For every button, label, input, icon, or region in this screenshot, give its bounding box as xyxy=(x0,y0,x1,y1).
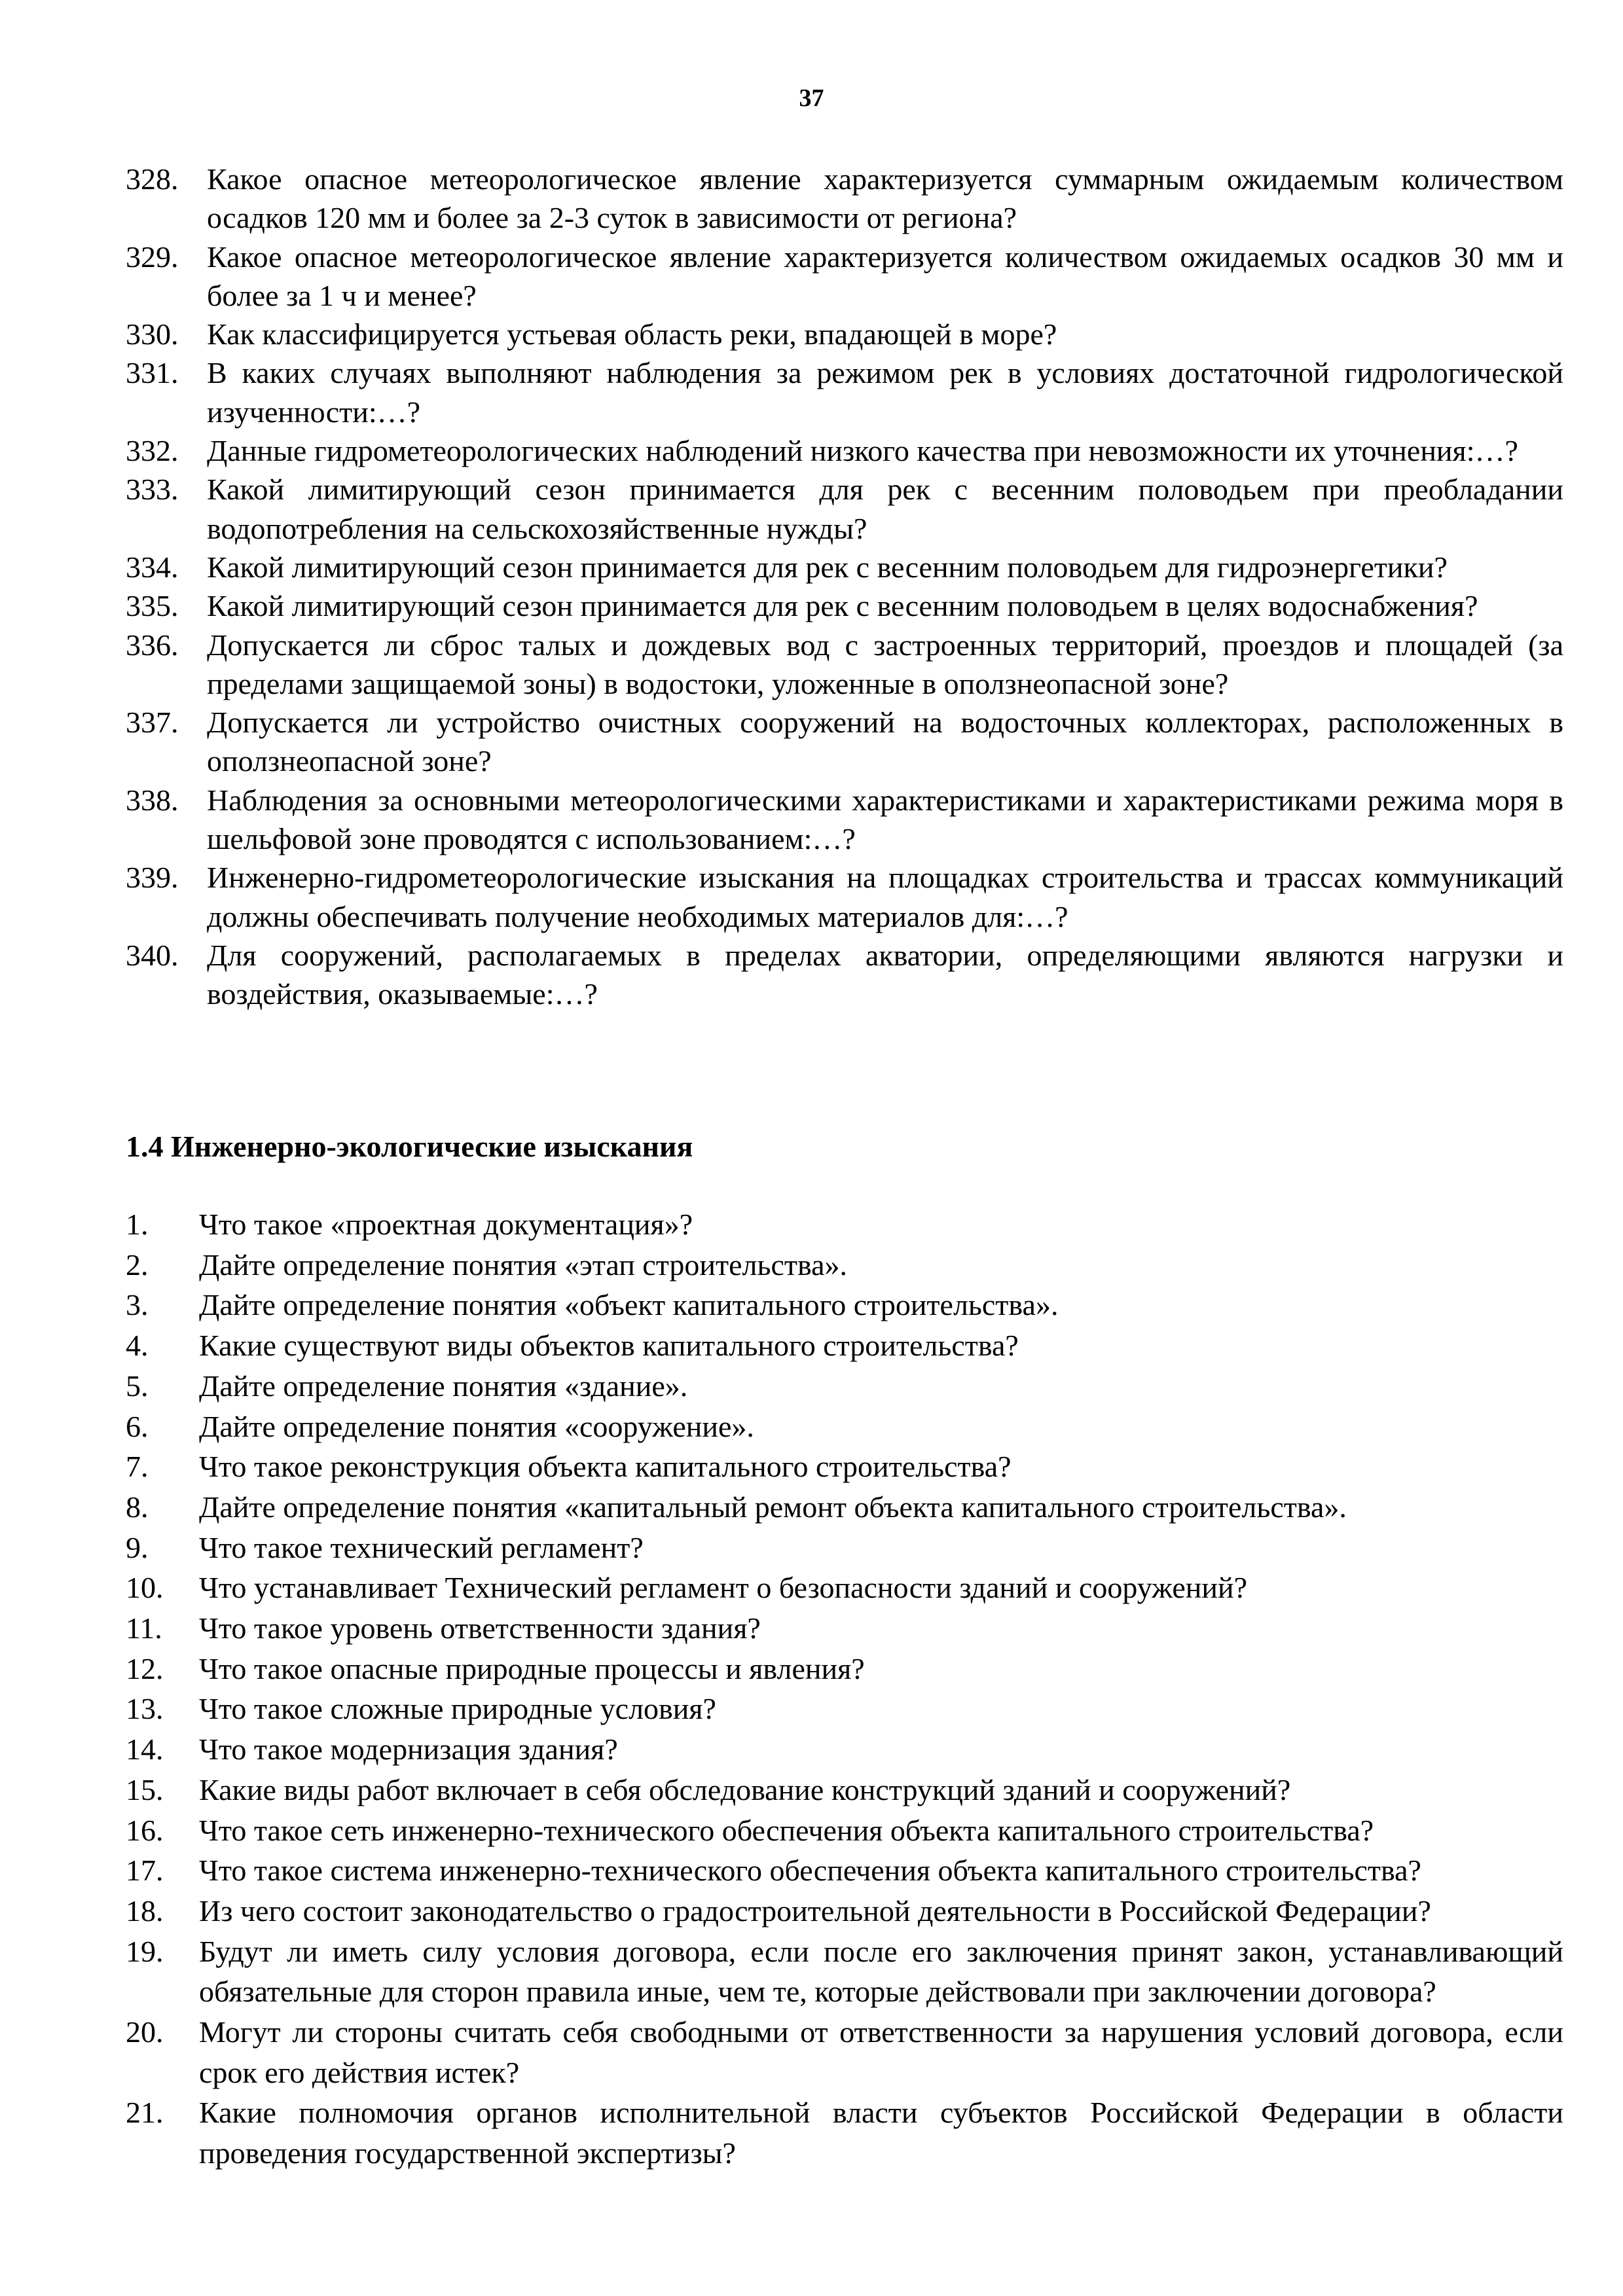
question-text: Что такое система инженерно-технического обеспечения объекта капитального строительства? xyxy=(199,1854,1421,1888)
question-text: Что такое сеть инженерно-технического обеспечения объекта капитального строительства? xyxy=(199,1813,1374,1847)
question-item xyxy=(126,1446,1563,1487)
question-item xyxy=(126,2092,1563,2173)
question-number: 5. xyxy=(126,1369,149,1403)
question-number: 8. xyxy=(126,1490,149,1524)
question-item xyxy=(126,781,1563,859)
question-text: Как классифицируется устьевая область реки, впадающей в море? xyxy=(207,317,1057,351)
question-text: Из чего состоит законодательство о градостроительной деятельности в Российской Федерации? xyxy=(199,1893,1431,1928)
question-item xyxy=(126,353,1563,431)
question-text: Какие полномочия органов исполнительной власти субъектов Российской Федерации в области проведения государственной экспертизы? xyxy=(199,2096,1563,2170)
question-item xyxy=(126,548,1563,586)
question-item xyxy=(126,1204,1563,1245)
question-number: 328. xyxy=(126,162,179,196)
question-text: Могут ли стороны считать себя свободными от ответственности за нарушения условий договора, если срок его действия истек? xyxy=(199,2015,1563,2089)
question-item xyxy=(126,1810,1563,1851)
question-text: Что такое технический регламент? xyxy=(199,1530,644,1564)
question-text: Допускается ли устройство очистных сооружений на водосточных коллекторах, расположенных в оползнеопасной зоне? xyxy=(207,706,1563,778)
question-text: Какой лимитирующий сезон принимается для рек с весенним половодьем в целях водоснабжения? xyxy=(207,589,1478,623)
question-item xyxy=(126,1729,1563,1770)
page-number: 37 xyxy=(799,84,824,112)
question-text: Какие виды работ включает в себя обследование конструкций зданий и сооружений? xyxy=(199,1772,1291,1806)
question-number: 21. xyxy=(126,2096,164,2130)
question-item xyxy=(126,1285,1563,1325)
question-item xyxy=(126,2012,1563,2092)
question-item xyxy=(126,160,1563,238)
question-number: 10. xyxy=(126,1571,164,1605)
question-number: 339. xyxy=(126,861,179,895)
question-number: 16. xyxy=(126,1813,164,1847)
question-item xyxy=(126,1325,1563,1366)
question-number: 1. xyxy=(126,1208,149,1241)
question-text: Что такое модернизация здания? xyxy=(199,1732,618,1767)
question-number: 332. xyxy=(126,434,179,468)
question-number: 335. xyxy=(126,589,179,623)
question-number: 20. xyxy=(126,2015,164,2049)
question-text: Что такое «проектная документация»? xyxy=(199,1208,693,1241)
question-item xyxy=(126,626,1563,704)
question-number: 13. xyxy=(126,1692,164,1726)
question-number: 6. xyxy=(126,1409,149,1443)
question-text: Какой лимитирующий сезон принимается для рек с весенним половодьем при преобладании водопотребления на сельскохозяйственные нужды? xyxy=(207,473,1563,545)
question-item xyxy=(126,1568,1563,1608)
question-text: Что такое реконструкция объекта капитального строительства? xyxy=(199,1450,1012,1484)
question-item xyxy=(126,858,1563,936)
question-item xyxy=(126,1689,1563,1729)
question-number: 3. xyxy=(126,1288,149,1322)
question-text: Дайте определение понятия «объект капитального строительства». xyxy=(199,1288,1059,1322)
question-item xyxy=(126,1366,1563,1407)
question-text: Инженерно-гидрометеорологические изыскания на площадках строительства и трассах коммуникаций должны обеспечивать получение необходимых материалов для:…? xyxy=(207,861,1563,933)
question-number: 12. xyxy=(126,1651,164,1685)
question-number: 7. xyxy=(126,1450,149,1484)
question-text: Что такое сложные природные условия? xyxy=(199,1692,716,1726)
question-text: Что такое опасные природные процессы и явления? xyxy=(199,1651,865,1685)
question-item xyxy=(126,1891,1563,1931)
question-text: Для сооружений, располагаемых в пределах акватории, определяющими являются нагрузки и воздействия, оказываемые:…? xyxy=(207,938,1563,1011)
question-item xyxy=(126,936,1563,1014)
question-text: Дайте определение понятия «этап строительства». xyxy=(199,1247,848,1282)
question-item xyxy=(126,1407,1563,1447)
question-text: Допускается ли сброс талых и дождевых вод с застроенных территорий, проездов и площадей (за пределами защищаемой зоны) в водостоки, уложенные в оползнеопасной зоне? xyxy=(207,628,1563,700)
question-item xyxy=(126,315,1563,353)
question-number: 2. xyxy=(126,1247,149,1282)
question-item xyxy=(126,1770,1563,1810)
question-number: 9. xyxy=(126,1530,149,1564)
question-text: Какое опасное метеорологическое явление характеризуется суммарным ожидаемым количеством осадков 120 мм и более за 2-3 суток в зависимости от региона? xyxy=(207,162,1563,235)
question-list-hydromet xyxy=(126,160,1563,1014)
question-number: 340. xyxy=(126,938,179,972)
question-text: Какие существуют виды объектов капитального строительства? xyxy=(199,1329,1019,1363)
question-item xyxy=(126,586,1563,625)
question-item xyxy=(126,1245,1563,1285)
question-text: Какое опасное метеорологическое явление характеризуется количеством ожидаемых осадков 30 мм и более за 1 ч и менее? xyxy=(207,240,1563,312)
question-number: 17. xyxy=(126,1854,164,1888)
question-text: Данные гидрометеорологических наблюдений низкого качества при невозможности их уточнения:…? xyxy=(207,434,1518,468)
question-number: 18. xyxy=(126,1893,164,1928)
question-text: Будут ли иметь силу условия договора, если после его заключения принят закон, устанавливающий обязательные для сторон правила иные, чем те, которые действовали при заключении договора? xyxy=(199,1934,1563,2009)
question-item xyxy=(126,238,1563,315)
question-text: Какой лимитирующий сезон принимается для рек с весенним половодьем для гидроэнергетики? xyxy=(207,550,1448,584)
question-number: 334. xyxy=(126,550,179,584)
question-list-ecological xyxy=(126,1204,1563,2174)
question-text: В каких случаях выполняют наблюдения за режимом рек в условиях достаточной гидрологической изученности:…? xyxy=(207,356,1563,429)
question-text: Дайте определение понятия «капитальный ремонт объекта капитального строительства». xyxy=(199,1490,1347,1524)
question-number: 14. xyxy=(126,1732,164,1767)
question-item xyxy=(126,1931,1563,2012)
question-number: 11. xyxy=(126,1611,162,1645)
question-text: Что устанавливает Технический регламент о безопасности зданий и сооружений? xyxy=(199,1571,1248,1605)
question-number: 19. xyxy=(126,1934,164,1968)
question-item xyxy=(126,1528,1563,1568)
question-number: 329. xyxy=(126,240,179,274)
question-item xyxy=(126,1608,1563,1649)
question-text: Дайте определение понятия «сооружение». xyxy=(199,1409,754,1443)
question-number: 4. xyxy=(126,1329,149,1363)
question-item xyxy=(126,1649,1563,1689)
question-item xyxy=(126,1850,1563,1891)
question-number: 338. xyxy=(126,783,179,817)
question-number: 330. xyxy=(126,317,179,351)
question-item xyxy=(126,1487,1563,1528)
question-item xyxy=(126,431,1563,470)
question-item xyxy=(126,470,1563,548)
question-number: 337. xyxy=(126,706,179,740)
question-item xyxy=(126,703,1563,781)
section-heading: 1.4 Инженерно-экологические изыскания xyxy=(126,1130,693,1163)
question-text: Что такое уровень ответственности здания? xyxy=(199,1611,761,1645)
question-text: Наблюдения за основными метеорологическими характеристиками и характеристиками режима моря в шельфовой зоне проводятся с использованием:…? xyxy=(207,783,1563,856)
question-number: 336. xyxy=(126,628,179,662)
question-text: Дайте определение понятия «здание». xyxy=(199,1369,688,1403)
question-number: 15. xyxy=(126,1772,164,1806)
question-number: 333. xyxy=(126,473,179,507)
question-number: 331. xyxy=(126,356,179,390)
